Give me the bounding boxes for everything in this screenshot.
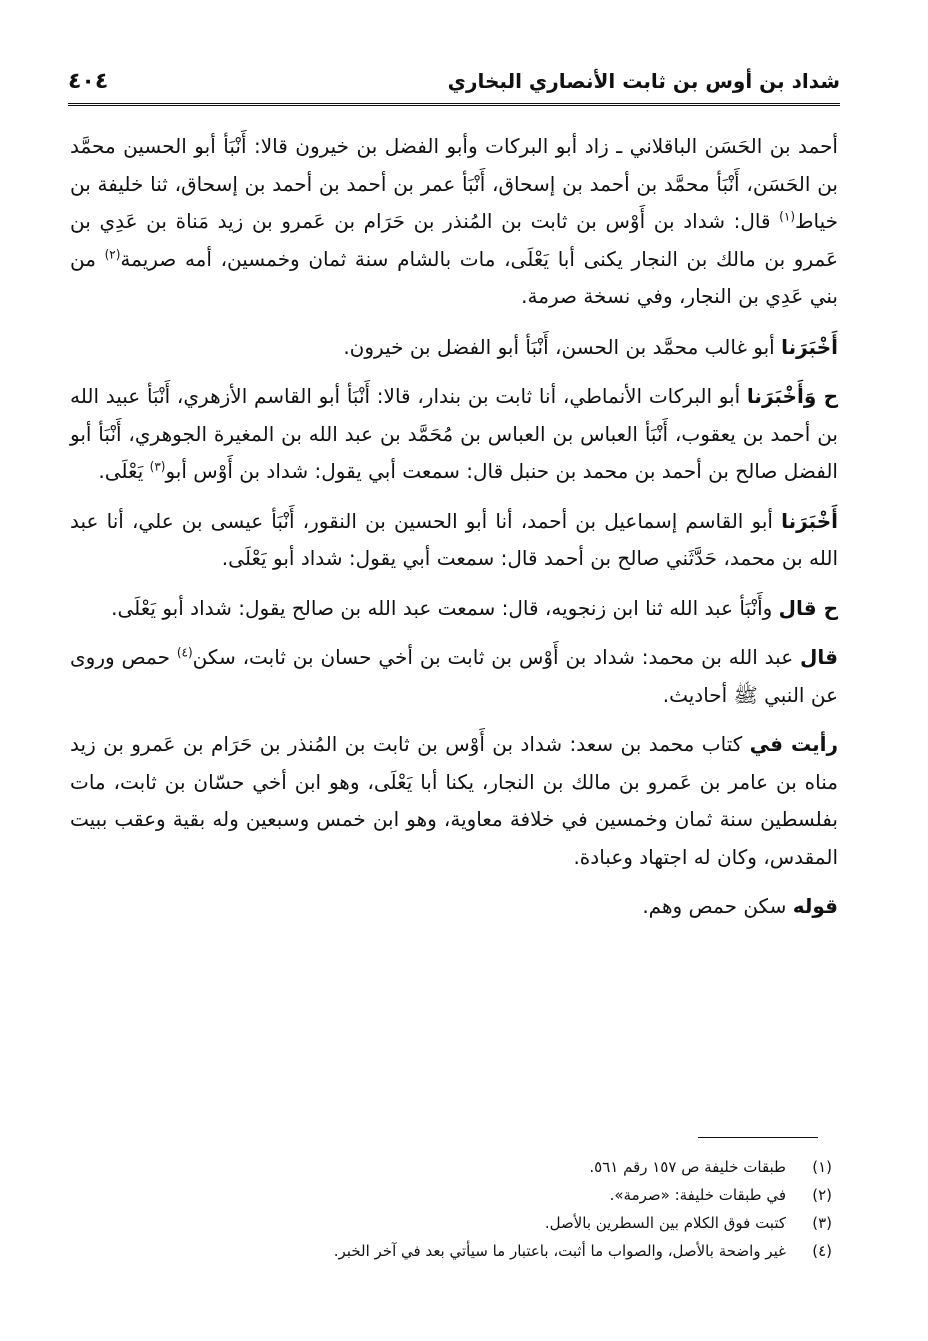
paragraph-lead: أَخْبَرَنا	[781, 508, 838, 533]
footnote-reference: (٤)	[176, 645, 193, 660]
paragraph-text: أبو القاسم إسماعيل بن أحمد، أنا أبو الحسين بن النقور، أَنْبَأ عيسى بن علي، أنا عبد الله بن محمد، حَدَّثَني صالح بن أحمد قال: سمعت أبي يقول: شداد أبو يَعْلَى.	[70, 508, 838, 570]
paragraph-text: أبو غالب محمَّد بن الحسن، أَنْبَأ أبو الفضل بن خيرون.	[343, 334, 782, 359]
footnotes	[70, 1153, 832, 1265]
paragraph-text: قال: شداد بن أَوْس بن ثابت بن المُنذر بن حَرَام بن عَمرو بن زيد مَناة بن عَدِي بن عَمرو بن مالك بن النجار يكنى أبا يَعْلَى، مات بالشام سنة ثمان وخمسين، أمه صريمة	[70, 209, 838, 271]
paragraph	[70, 888, 838, 926]
paragraph-lead: أَخْبَرَنا	[781, 334, 838, 359]
footnote-text: غير واضحة بالأصل، والصواب ما أثبت، باعتبار ما سيأتي بعد في آخر الخبر.	[333, 1242, 786, 1260]
paragraph-text: سكن حمص وهم.	[642, 894, 793, 918]
page-number: ٤٠٤	[68, 68, 109, 94]
paragraph	[70, 329, 838, 367]
header-rule	[68, 103, 840, 106]
paragraph-text: كتاب محمد بن سعد: شداد بن أَوْس بن ثابت بن المُنذر بن حَرَام بن عَمرو بن زيد مناه بن عامر بن عَمرو بن مالك بن النجار، يكنا أبا يَعْلَى، وهو ابن أخي حسّان بن ثابت، مات بفلسطين سنة ثمان وخمسين في خلافة معاوية، وهو ابن خمس وسبعين وله بقية وعقب ببيت المقدس، وكان له اجتهاد وعبادة.	[70, 732, 838, 869]
paragraph	[70, 726, 838, 876]
paragraph-text: عبد الله بن محمد: شداد بن أَوْس بن ثابت بن أخي حسان بن ثابت، سكن	[192, 645, 801, 669]
running-title: شداد بن أوس بن ثابت الأنصاري البخاري	[447, 69, 840, 93]
paragraph	[70, 639, 838, 714]
paragraph-lead: قوله	[792, 894, 838, 918]
paragraph	[70, 590, 838, 628]
paragraph-text: أبو البركات الأنماطي، أنا ثابت بن بندار، قالا: أَنْبَأ أبو القاسم الأزهري، أَنْبَأ عبيد الله بن أحمد بن يعقوب، أَنْبَأ العباس بن العباس بن مُحَمَّد بن عبد الله بن المغيرة الجوهري، أَنْبَأ أبو الفضل صالح بن أحمد بن محمد بن حنبل قال: سمعت أبي يقول: شداد بن أَوْس أبو	[70, 384, 838, 483]
paragraph	[70, 378, 838, 491]
footnote-separator	[698, 1137, 818, 1138]
footnote-reference: (٢)	[104, 246, 121, 261]
page-header	[68, 62, 840, 100]
paragraph-text: يَعْلَى.	[98, 459, 150, 483]
footnote-text: طبقات خليفة ص ١٥٧ رقم ٥٦١.	[589, 1158, 786, 1176]
footnote-reference: (١)	[779, 209, 795, 224]
paragraph-text: وأَنْبَأ عبد الله ثنا ابن زنجويه، قال: سمعت عبد الله بن صالح يقول: شداد أبو يَعْلَى.	[111, 595, 779, 620]
paragraph	[70, 128, 838, 316]
footnote-text: كتبت فوق الكلام بين السطرين بالأصل.	[544, 1214, 786, 1232]
footnote-number: (٢)	[812, 1186, 832, 1204]
footnote	[70, 1209, 832, 1237]
footnote	[70, 1153, 832, 1181]
paragraph	[70, 503, 838, 578]
footnote	[70, 1237, 832, 1265]
paragraph-text: من بني عَدِي بن النجار، وفي نسخة صرمة.	[70, 246, 838, 308]
main-text	[70, 128, 838, 938]
paragraph-lead: ح قال	[778, 595, 838, 620]
paragraph-lead: ح وَأَخْبَرَنا	[746, 384, 838, 408]
paragraph-text: حمص وروى عن النبي ﷺ أحاديث.	[70, 645, 838, 707]
paragraph-lead: رأيت في	[749, 732, 838, 756]
footnote-reference: (٣)	[149, 459, 166, 474]
footnote-number: (٣)	[812, 1214, 832, 1232]
footnote-number: (٤)	[812, 1242, 832, 1260]
paragraph-text: أحمد بن الحَسَن الباقلاني ـ زاد أبو البركات وأبو الفضل بن خيرون قالا: أَنْبَأ أبو الحسين محمَّد بن الحَسَن، أَنْبَأ محمَّد بن أحمد بن إسحاق، أَنْبَأ عمر بن أحمد بن أحمد بن إسحاق، ثنا خليفة بن خياط	[70, 134, 838, 233]
paragraph-lead: قال	[800, 645, 838, 669]
footnote-number: (١)	[812, 1158, 832, 1176]
footnote	[70, 1181, 832, 1209]
footnote-text: في طبقات خليفة: «صرمة».	[609, 1186, 786, 1204]
